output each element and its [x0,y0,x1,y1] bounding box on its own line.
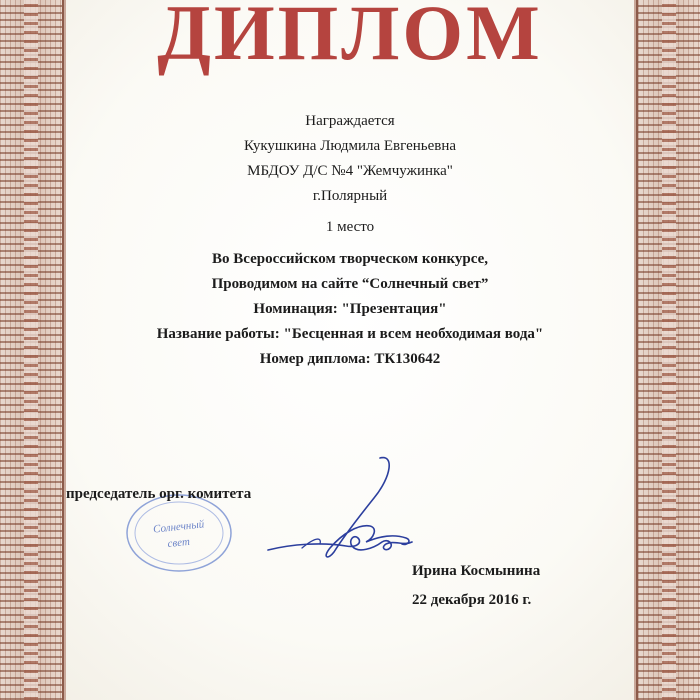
stamp-text-1: Солнечный [152,518,205,536]
left-ornament-border [0,0,64,700]
contest-line-1: Во Всероссийском творческом конкурсе, [211,251,488,267]
city: г.Полярный [312,188,388,204]
diploma-number: Номер диплома: ТК130642 [259,351,441,367]
place: 1 место [325,219,375,235]
signer-name: Ирина Космынина [412,563,541,579]
recipient-name: Кукушкина Людмила Евгеньевна [243,138,457,154]
signature-image [262,452,422,567]
right-ornament-border [636,0,700,700]
diploma-title: ДИПЛОМ [157,0,543,76]
contest-line-2: Проводимом на сайте “Солнечный свет” [211,276,489,292]
stamp-text-2: свет [166,535,191,551]
nomination: Номинация: "Презентация" [253,301,447,317]
issue-date: 22 декабря 2016 г. [412,592,532,608]
work-title: Название работы: "Бесценная и всем необходимая вода" [156,326,544,342]
awarded-label: Награждается [305,113,395,129]
chair-label: председатель орг. комитета [66,486,252,502]
organization-stamp [124,492,234,574]
organization: МБДОУ Д/С №4 "Жемчужинка" [247,163,453,179]
